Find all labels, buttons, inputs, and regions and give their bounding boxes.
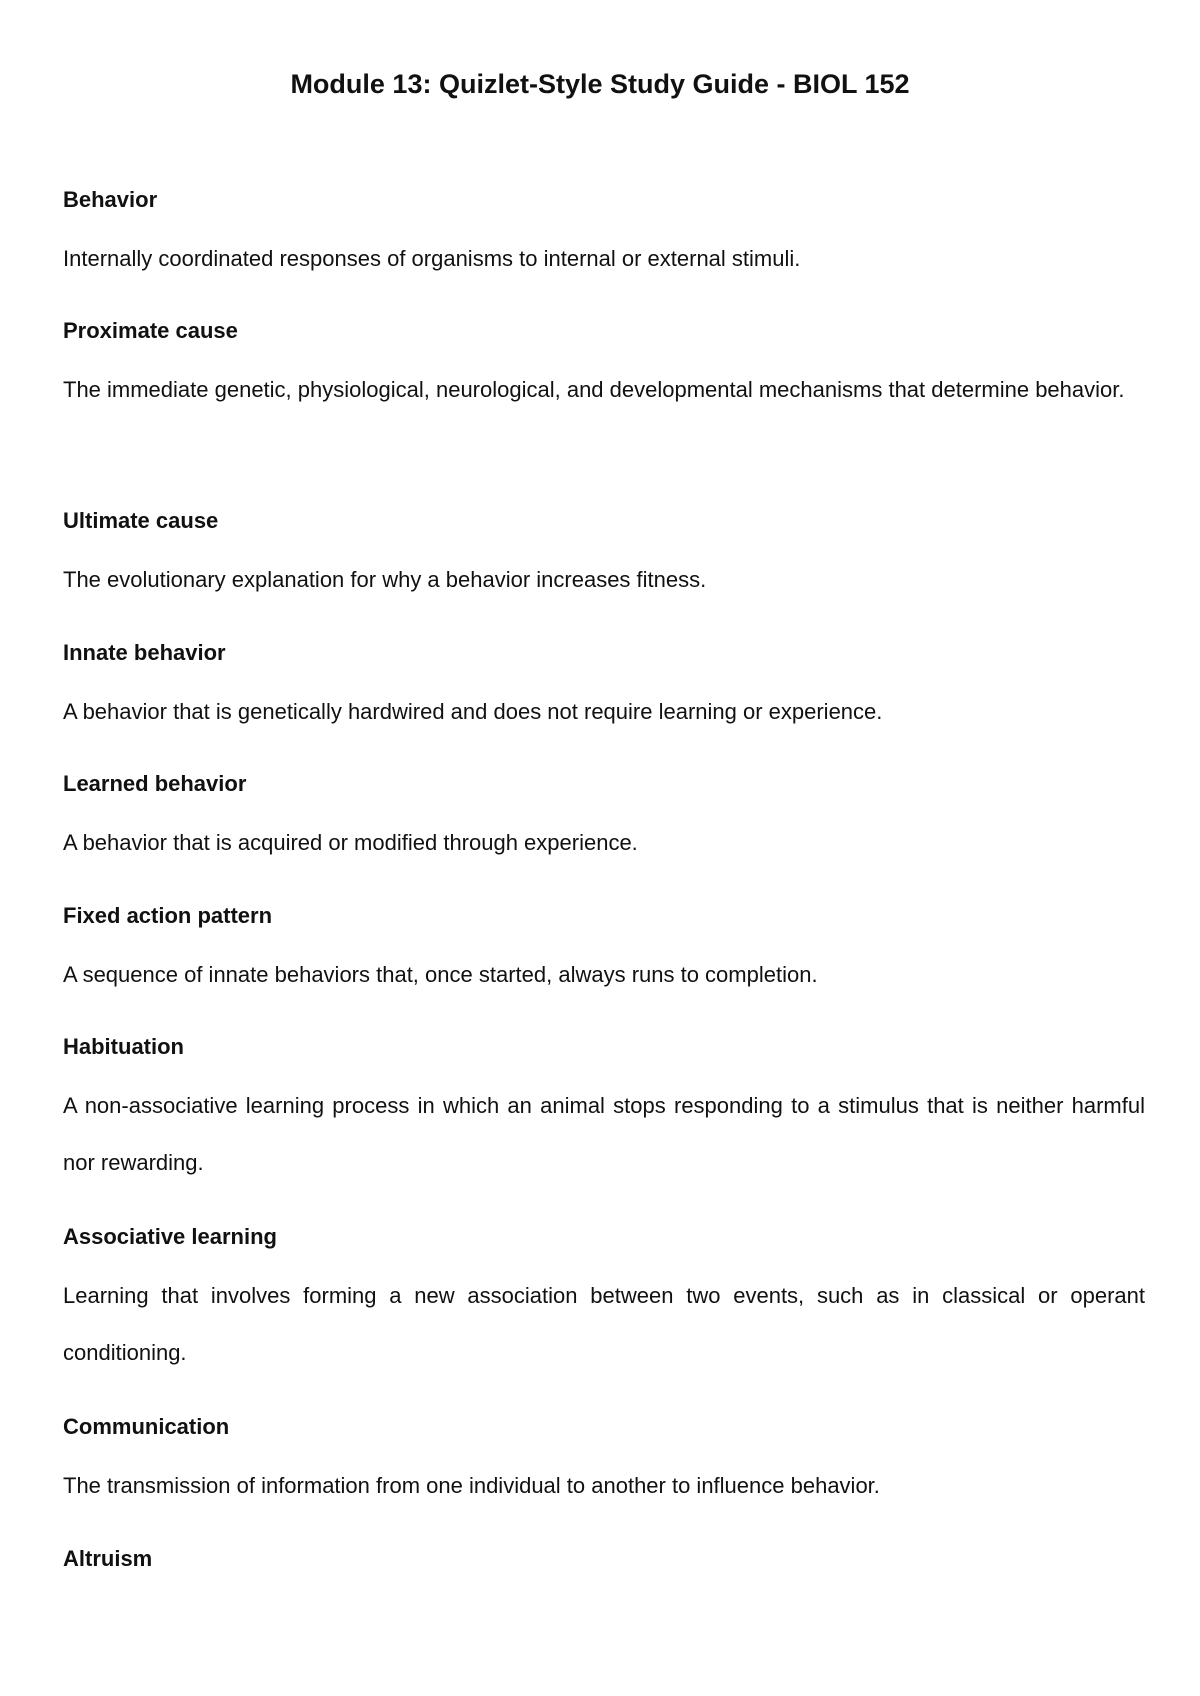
term-definition: The transmission of information from one individual to another to influence behavior. [63,1473,880,1498]
term-heading: Associative learning [63,1224,277,1249]
term-definition: A behavior that is genetically hardwired and does not require learning or experience. [63,699,883,724]
term-heading: Ultimate cause [63,508,219,533]
term-definition: Internally coordinated responses of organisms to internal or external stimuli. [63,246,801,271]
term-heading: Habituation [63,1034,184,1059]
term-heading: Proximate cause [63,318,238,343]
term-definition: The immediate genetic, physiological, neurological, and developmental mechanisms that determine behavior. [63,377,1125,402]
term-heading: Fixed action pattern [63,903,273,928]
term-heading: Altruism [63,1546,153,1571]
term-definition: The evolutionary explanation for why a behavior increases fitness. [63,567,707,592]
page-title: Module 13: Quizlet-Style Study Guide - BIOL 152 [290,69,910,99]
term-definition: A behavior that is acquired or modified through experience. [63,830,638,855]
term-heading: Learned behavior [63,771,247,796]
term-definition: A sequence of innate behaviors that, once started, always runs to completion. [63,962,818,987]
term-heading: Innate behavior [63,640,226,665]
term-definition: A non-associative learning process in which an animal stops responding to a stimulus that is neither harmful nor rewarding. [63,1093,1145,1175]
term-heading: Behavior [63,187,158,212]
term-heading: Communication [63,1414,230,1439]
term-definition: Learning that involves forming a new association between two events, such as in classical or operant conditioning. [63,1283,1145,1365]
